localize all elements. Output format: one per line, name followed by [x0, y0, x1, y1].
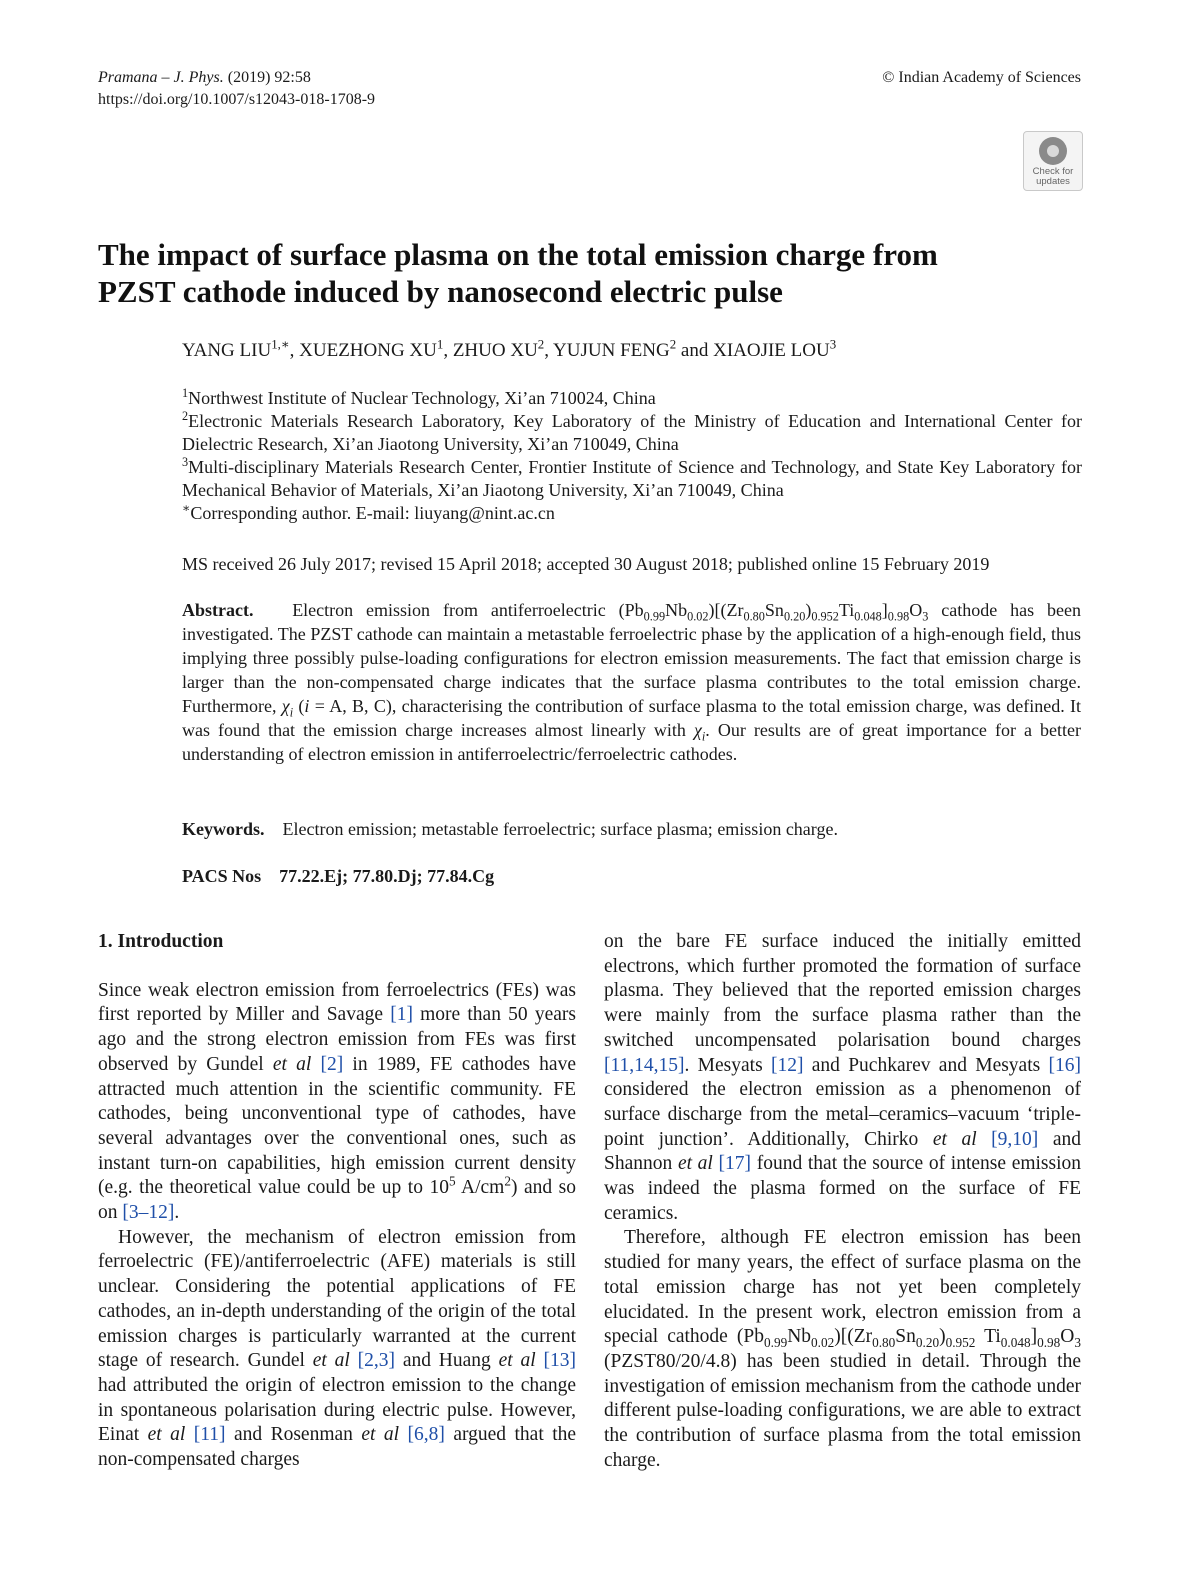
pacs-text: 77.22.Ej; 77.80.Dj; 77.84.Cg: [279, 866, 495, 886]
keywords-label: Keywords.: [182, 819, 265, 839]
et-al: et al: [932, 1128, 977, 1150]
author-name: YUJUN FENG: [553, 340, 670, 361]
paragraph-text: Ti: [975, 1326, 1001, 1348]
author-name: XUEZHONG XU: [299, 340, 437, 361]
keywords-text: Electron emission; metastable ferroelectric; surface plasma; emission charge.: [282, 819, 838, 839]
citation-link[interactable]: [2,3]: [357, 1350, 396, 1372]
et-al: et al: [677, 1153, 713, 1175]
author-affil-mark: 1,∗: [271, 336, 290, 352]
author-list: [182, 336, 837, 363]
badge-label-1: Check for: [1032, 166, 1074, 177]
subscript: 0.048: [854, 609, 882, 624]
abstract-text: (: [293, 696, 305, 716]
affiliation-mark: 3: [182, 455, 189, 469]
author-affil-mark: 2: [669, 336, 677, 352]
abstract-text: Sn: [764, 600, 784, 620]
right-column: [604, 930, 1081, 1473]
abstract-text: = A, B, C), characterising the contribution of surface plasma to the total emission charge, was defined. It was found that the emission charge increases almost linearly with: [182, 696, 1082, 740]
subscript: i: [289, 705, 294, 720]
left-column: [98, 930, 576, 1473]
author-separator: ,: [443, 340, 453, 361]
pacs-numbers: [182, 864, 494, 888]
paragraph-text: ) and so on: [98, 1177, 576, 1224]
author-name: ZHUO XU: [452, 340, 538, 361]
abstract-label: Abstract.: [182, 600, 254, 620]
citation-link[interactable]: [11,14,15]: [604, 1054, 685, 1076]
affiliation-text: Electronic Materials Research Laboratory, Key Laboratory of the Ministry of Education and International Center for Dielectric Research, Xi’an Jiaotong University, Xi’an 710049, China: [182, 411, 1082, 454]
affiliation-text: Multi-disciplinary Materials Research Center, Frontier Institute of Science and Technology, and State Key Laboratory for Mechanical Behavior of Materials, Xi’an Jiaotong University, Xi’an 710049, China: [182, 457, 1082, 500]
paragraph: [98, 1226, 576, 1473]
abstract-text: ): [805, 600, 812, 620]
author-and: and: [676, 340, 714, 361]
pacs-label: PACS Nos: [182, 866, 262, 886]
paragraph-text: (PZST80/20/4.8) has been studied in detail. Through the investigation of emission mechanism from the cathode under different pulse-loading configurations, we are able to extract the contribution of surface plasma from the total emission charge.: [604, 1350, 1081, 1471]
subscript: 3: [1074, 1335, 1081, 1351]
affiliation-item: [182, 456, 1082, 502]
crossmark-icon: [1039, 137, 1067, 165]
paragraph-text: )[(Zr: [834, 1326, 873, 1348]
abstract: [182, 598, 1081, 766]
paragraph-text: ): [939, 1326, 946, 1348]
subscript: 3: [922, 609, 929, 624]
subscript: i: [701, 729, 706, 744]
et-al: et al: [312, 1350, 350, 1372]
subscript: 0.20: [915, 1335, 940, 1351]
author-name: YANG LIU: [182, 340, 272, 361]
citation-link[interactable]: [2]: [320, 1053, 344, 1075]
abstract-text: . Our results are of great importance for a better understanding of electron emission in antiferroelectric/ferroelectric cathodes.: [182, 720, 1081, 764]
author-affil-mark: 3: [829, 336, 837, 352]
affiliation-mark: 1: [182, 386, 189, 400]
paragraph-text: However, the mechanism of electron emission from ferroelectric (FE)/antiferroelectric (AFE) materials is still unclear. Considering the potential applications of FE cathodes, an in-depth understanding of the origin of the total emission charges is particularly warranted at the current stage of research. Gundel: [98, 1226, 576, 1372]
abstract-text: Ti: [838, 600, 855, 620]
abstract-text: Electron emission from antiferroelectric (Pb: [292, 600, 644, 620]
abstract-text: Nb: [665, 600, 688, 620]
affiliations: [182, 387, 1082, 525]
citation-link[interactable]: [12]: [770, 1054, 804, 1076]
paragraph-text: Nb: [787, 1326, 812, 1348]
paragraph-text: .: [174, 1202, 180, 1224]
copyright-notice: © Indian Academy of Sciences: [882, 69, 1081, 86]
author-separator: ,: [289, 340, 300, 361]
chi-symbol: χ: [693, 720, 702, 740]
subscript: 0.20: [783, 609, 806, 624]
received-dates: MS received 26 July 2017; revised 15 April 2018; accepted 30 August 2018; published online 15 February 2019: [182, 554, 990, 574]
keywords: [182, 817, 838, 841]
author-separator: ,: [544, 340, 554, 361]
paragraph-text: and Puchkarev and Mesyats: [803, 1054, 1049, 1076]
et-al: et al: [147, 1424, 186, 1446]
chi-symbol: χ: [281, 696, 290, 716]
subscript: 0.80: [872, 1335, 896, 1351]
subscript: 0.048: [1000, 1335, 1031, 1351]
subscript: 0.952: [945, 1335, 976, 1351]
paragraph-text: ]: [1030, 1326, 1038, 1348]
subscript: 0.02: [687, 609, 709, 624]
check-for-updates-badge[interactable]: [1023, 131, 1083, 191]
subscript: 0.02: [811, 1335, 835, 1351]
paragraph-text: A/cm: [455, 1177, 505, 1199]
citation-link[interactable]: [17]: [718, 1153, 752, 1175]
paragraph-text: Sn: [895, 1326, 916, 1348]
journal-name: Pramana – J. Phys.: [98, 69, 224, 86]
journal-header: [98, 67, 375, 111]
subscript: 0.98: [887, 609, 910, 624]
subscript: 0.952: [811, 609, 839, 624]
citation-link[interactable]: [6,8]: [407, 1424, 445, 1446]
journal-citation: (2019) 92:58: [227, 69, 311, 86]
citation-link[interactable]: [1]: [390, 1004, 413, 1026]
citation-link[interactable]: [16]: [1048, 1054, 1082, 1076]
subscript: 0.80: [743, 609, 765, 624]
paragraph: [604, 930, 1081, 1226]
paragraph: [98, 979, 576, 1226]
citation-link[interactable]: [9,10]: [991, 1128, 1039, 1150]
et-al: et al: [272, 1053, 312, 1075]
abstract-text: cathode has been investigated. The PZST cathode can maintain a metastable ferroelectric phase by the application of a high-enough field, thus implying three possibly pulse-loading configurations for electron emission measurements. The fact that emission charge is larger than the non-compensated charge indicates that the surface plasma contributes to the total emission charge. Furthermore,: [182, 600, 1081, 716]
affiliation-mark: ∗: [182, 501, 191, 515]
et-al: et al: [361, 1424, 400, 1446]
paragraph: [604, 1226, 1081, 1473]
affiliation-item: [182, 387, 1082, 410]
citation-link[interactable]: [3–12]: [122, 1202, 175, 1224]
corresponding-author: [182, 502, 1082, 525]
doi-link[interactable]: https://doi.org/10.1007/s12043-018-1708-9: [98, 91, 376, 108]
paragraph-text: and Shannon: [604, 1128, 1081, 1175]
corresponding-author-text: Corresponding author. E-mail: liuyang@nint.ac.cn: [190, 503, 555, 523]
affiliation-text: Northwest Institute of Nuclear Technology, Xi’an 710024, China: [188, 388, 656, 408]
citation-link[interactable]: [13]: [543, 1350, 576, 1372]
subscript: 0.98: [1037, 1335, 1061, 1351]
author-affil-mark: 2: [537, 336, 545, 352]
author-name: XIAOJIE LOU: [713, 340, 830, 361]
index-variable: i: [304, 696, 310, 716]
affiliation-item: [182, 410, 1082, 456]
et-al: et al: [498, 1350, 536, 1372]
citation-link[interactable]: [11]: [193, 1424, 226, 1446]
paragraph-text: and Rosenman: [225, 1424, 362, 1446]
author-affil-mark: 1: [436, 336, 444, 352]
journal-citation-line: [98, 67, 375, 89]
paragraph-text: considered the electron emission as a phenomenon of surface discharge from the metal–ceramics–vacuum ‘triple-point junction’. Additionally, Chirko: [604, 1079, 1081, 1150]
badge-label-2: updates: [1036, 176, 1070, 187]
subscript: 0.99: [764, 1335, 788, 1351]
paragraph-text: more than 50 years ago and the strong electron emission from FEs was first observed by Gundel: [98, 1004, 576, 1075]
abstract-text: ]: [881, 600, 888, 620]
paper-title: The impact of surface plasma on the total emission charge from PZST cathode induced by nanosecond electric pulse: [98, 237, 938, 309]
abstract-text: )[(Zr: [708, 600, 744, 620]
abstract-text: O: [909, 600, 923, 620]
paragraph-text: found that the source of intense emission was indeed the plasma formed on the surface of FE ceramics.: [604, 1153, 1082, 1224]
subscript: 0.99: [643, 609, 666, 624]
superscript: 2: [504, 1173, 511, 1189]
paragraph-text: and Huang: [395, 1350, 499, 1372]
paragraph-text: Therefore, although FE electron emission has been studied for many years, the effect of surface plasma on the total emission charge has not yet been completely elucidated. In the present work, electron emission from a special cathode (Pb: [604, 1227, 1081, 1348]
paragraph-text: Since weak electron emission from ferroelectrics (FEs) was first reported by Miller and Savage: [98, 979, 576, 1026]
paragraph-text: . Mesyats: [684, 1054, 771, 1076]
paragraph-text: argued that the non-compensated charges: [98, 1424, 577, 1471]
paragraph-text: had attributed the origin of electron emission to the change in spontaneous polarisation during electric pulse. However, Einat: [98, 1374, 576, 1446]
section-heading: 1. Introduction: [98, 931, 224, 952]
affiliation-mark: 2: [182, 409, 189, 423]
paragraph-text: O: [1060, 1326, 1075, 1348]
paragraph-text: on the bare FE surface induced the initially emitted electrons, which further promoted the formation of surface plasma. They believed that the reported emission charges were mainly from the surface plasma rather than the switched uncompensated polarisation bound charges: [604, 931, 1081, 1051]
superscript: 5: [448, 1173, 456, 1189]
paragraph-text: in 1989, FE cathodes have attracted much attention in the scientific community. FE cathodes, being unconventional type of cathodes, have several advantages over the conventional ones, such as instant turn-on capabilities, high emission current density (e.g. the theoretical value could be up to 10: [98, 1053, 576, 1199]
